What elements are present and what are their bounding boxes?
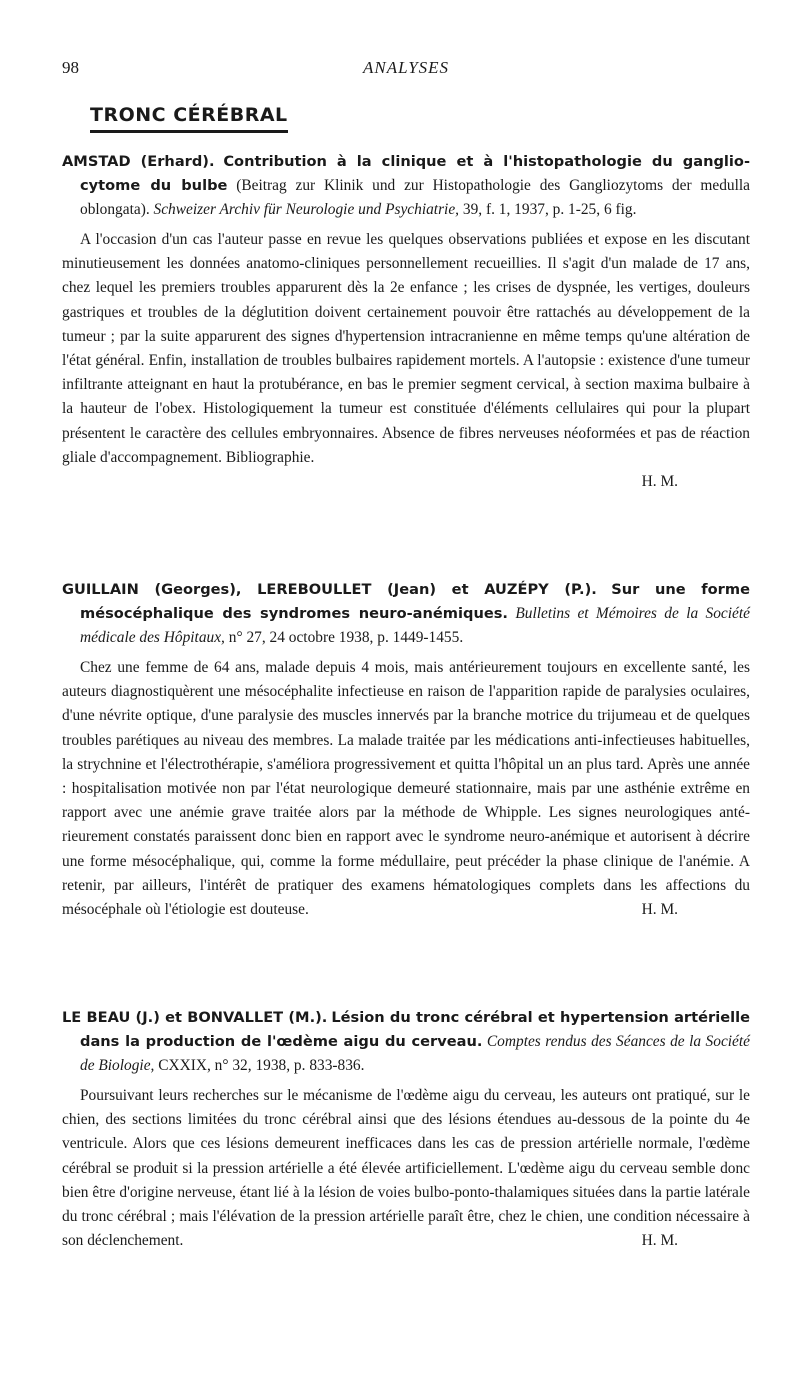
page-number: 98	[62, 58, 79, 77]
abstract-signature: H. M.	[641, 473, 678, 491]
abstract-body-text: Chez une femme de 64 ans, malade depuis 4 mois, mais antérieurement toujours en excellente santé, les auteurs diagnostiquèrent une mésocéphalite infectieuse en raison de l'apparition rapide de paralysies oculaires, d'une névrite optique, d'une paralysie des muscles innervés par la branche motrice du trijumeau et de quelques troubles parétiques au niveau des membres. La malade traitée par les médications anti-infectieuses habituelles, la strychnine et l'électrothérapie, s'améliora progressivement et quitta l'hôpital un an plus tard. Après une année : hospitalisation motivée non par l'état neurologique demeuré stationnaire, mais par une asthénie extrême en rapport avec une anémie grave traitée alors par la méthode de Whipple. Les signes neurologiques antérieurement constatés paraissent donc bien en rapport avec le syndrome neuro-anémique et autorisent à décrire une forme mésocéphalique, qui, comme la forme médullaire, peut précéder la phase clinique de l'anémie. A retenir, par ailleurs, l'intérêt de pratiquer des examens hématologiques complets dans les affections du mésocéphale où l'étiologie est douteuse.	[62, 659, 750, 919]
abstract-body: A l'occasion d'un cas l'auteur passe en revue les quelques observations publiées et expose en les discutant minutieusement les données anatomo-cliniques personnellement recueillies. Il s'agit d'un malade de 17 ans, chez lequel les premiers troubles apparurent dès la 2e enfance ; les crises de dyspnée, les vertiges, douleurs gastriques et troubles de la déglutition doivent certainement pouvoir être rattachés au développement de la tumeur ; par la suite apparurent des signes d'hypertension intracranienne en même temps qu'une altération de l'état général. Enfin, installation de troubles bulbaires rapidement mortels. A l'autopsie : existence d'une tumeur infiltrante atteignant en haut la protubérance, en bas le premier segment cervical, à section maxima bulbaire à la hauteur de l'obex. Histologiquement la tumeur est constituée d'éléments cellulaires qui pour la plupart présentent le caractère des cellules embryonnaires. Absence de fibres nerveuses néoformées et pas de réaction gliale d'accompagnement. Bibliographie.	[62, 231, 750, 466]
abstract-body	[62, 1084, 750, 1253]
citation-authors: GUILLAIN (Georges), LEREBOULLET (Jean) et AUZÉPY (P.).	[62, 581, 597, 598]
citation	[62, 150, 750, 222]
abstract-guillain	[62, 578, 750, 922]
abstract-signature: H. M.	[641, 1232, 678, 1250]
citation-translated-title: (Beitrag zur Klinik und zur Histopathologie des Gangliozytoms der medulla oblongata).	[80, 177, 750, 218]
citation-title: Lésion du tronc cérébral et hypertension artérielle dans la production de l'œdème aigu du cerveau.	[80, 1009, 750, 1050]
citation-authors: LE BEAU (J.) et BONVALLET (M.).	[62, 1009, 328, 1026]
citation-journal: Schweizer Archiv für Neurologie und Psychiatrie,	[153, 201, 460, 218]
citation-journal: Bulletins et Mémoires de la Société médicale des Hôpitaux,	[80, 605, 750, 646]
abstract-body	[62, 656, 750, 922]
abstract-body-block	[62, 1078, 750, 1253]
citation-title: Contribution à la clinique et à l'histopathologie du gangliocytome du bulbe	[80, 153, 750, 194]
abstract-signature: H. M.	[641, 901, 678, 919]
abstract-le-beau	[62, 1006, 750, 1253]
citation-authors: AMSTAD (Erhard).	[62, 153, 215, 170]
abstract-amstad	[62, 150, 750, 494]
citation	[62, 578, 750, 650]
citation-title: Sur une forme mésocéphalique des syndromes neuro-anémiques.	[80, 581, 750, 622]
running-head: ANALYSES	[362, 58, 450, 77]
citation-reference: 39, f. 1, 1937, p. 1-25, 6 fig.	[462, 201, 637, 218]
page-header	[62, 58, 750, 84]
citation-journal: Comptes rendus des Séances de la Société de Biologie,	[80, 1033, 750, 1074]
citation-reference: CXXIX, n° 32, 1938, p. 833-836.	[158, 1057, 365, 1074]
citation-reference: n° 27, 24 octobre 1938, p. 1449-1455.	[228, 629, 464, 646]
section-title: TRONC CÉRÉBRAL	[90, 104, 288, 133]
citation	[62, 1006, 750, 1078]
abstract-body-block	[62, 650, 750, 922]
abstract-body-text: Poursuivant leurs recherches sur le mécanisme de l'œdème aigu du cerveau, les auteurs ont pratiqué, sur le chien, des sections limitées du tronc cérébral ainsi que des lésions étendues au-dessous de la pointe du 4e ventricule. Alors que ces lésions demeurent inefficaces dans les cas de pression artérielle normale, l'œdème cérébral se produit si la pression artérielle a été élevée artificiellement. L'œdème aigu du cerveau semble donc bien être d'origine nerveuse, étant lié à la lésion de voies bulbo-ponto-thalamiques situées dans la partie latérale du tronc cérébral ; mais l'élévation de la pression artérielle paraît être, chez le chien, une condition nécessaire à son déclenchement.	[62, 1087, 750, 1250]
